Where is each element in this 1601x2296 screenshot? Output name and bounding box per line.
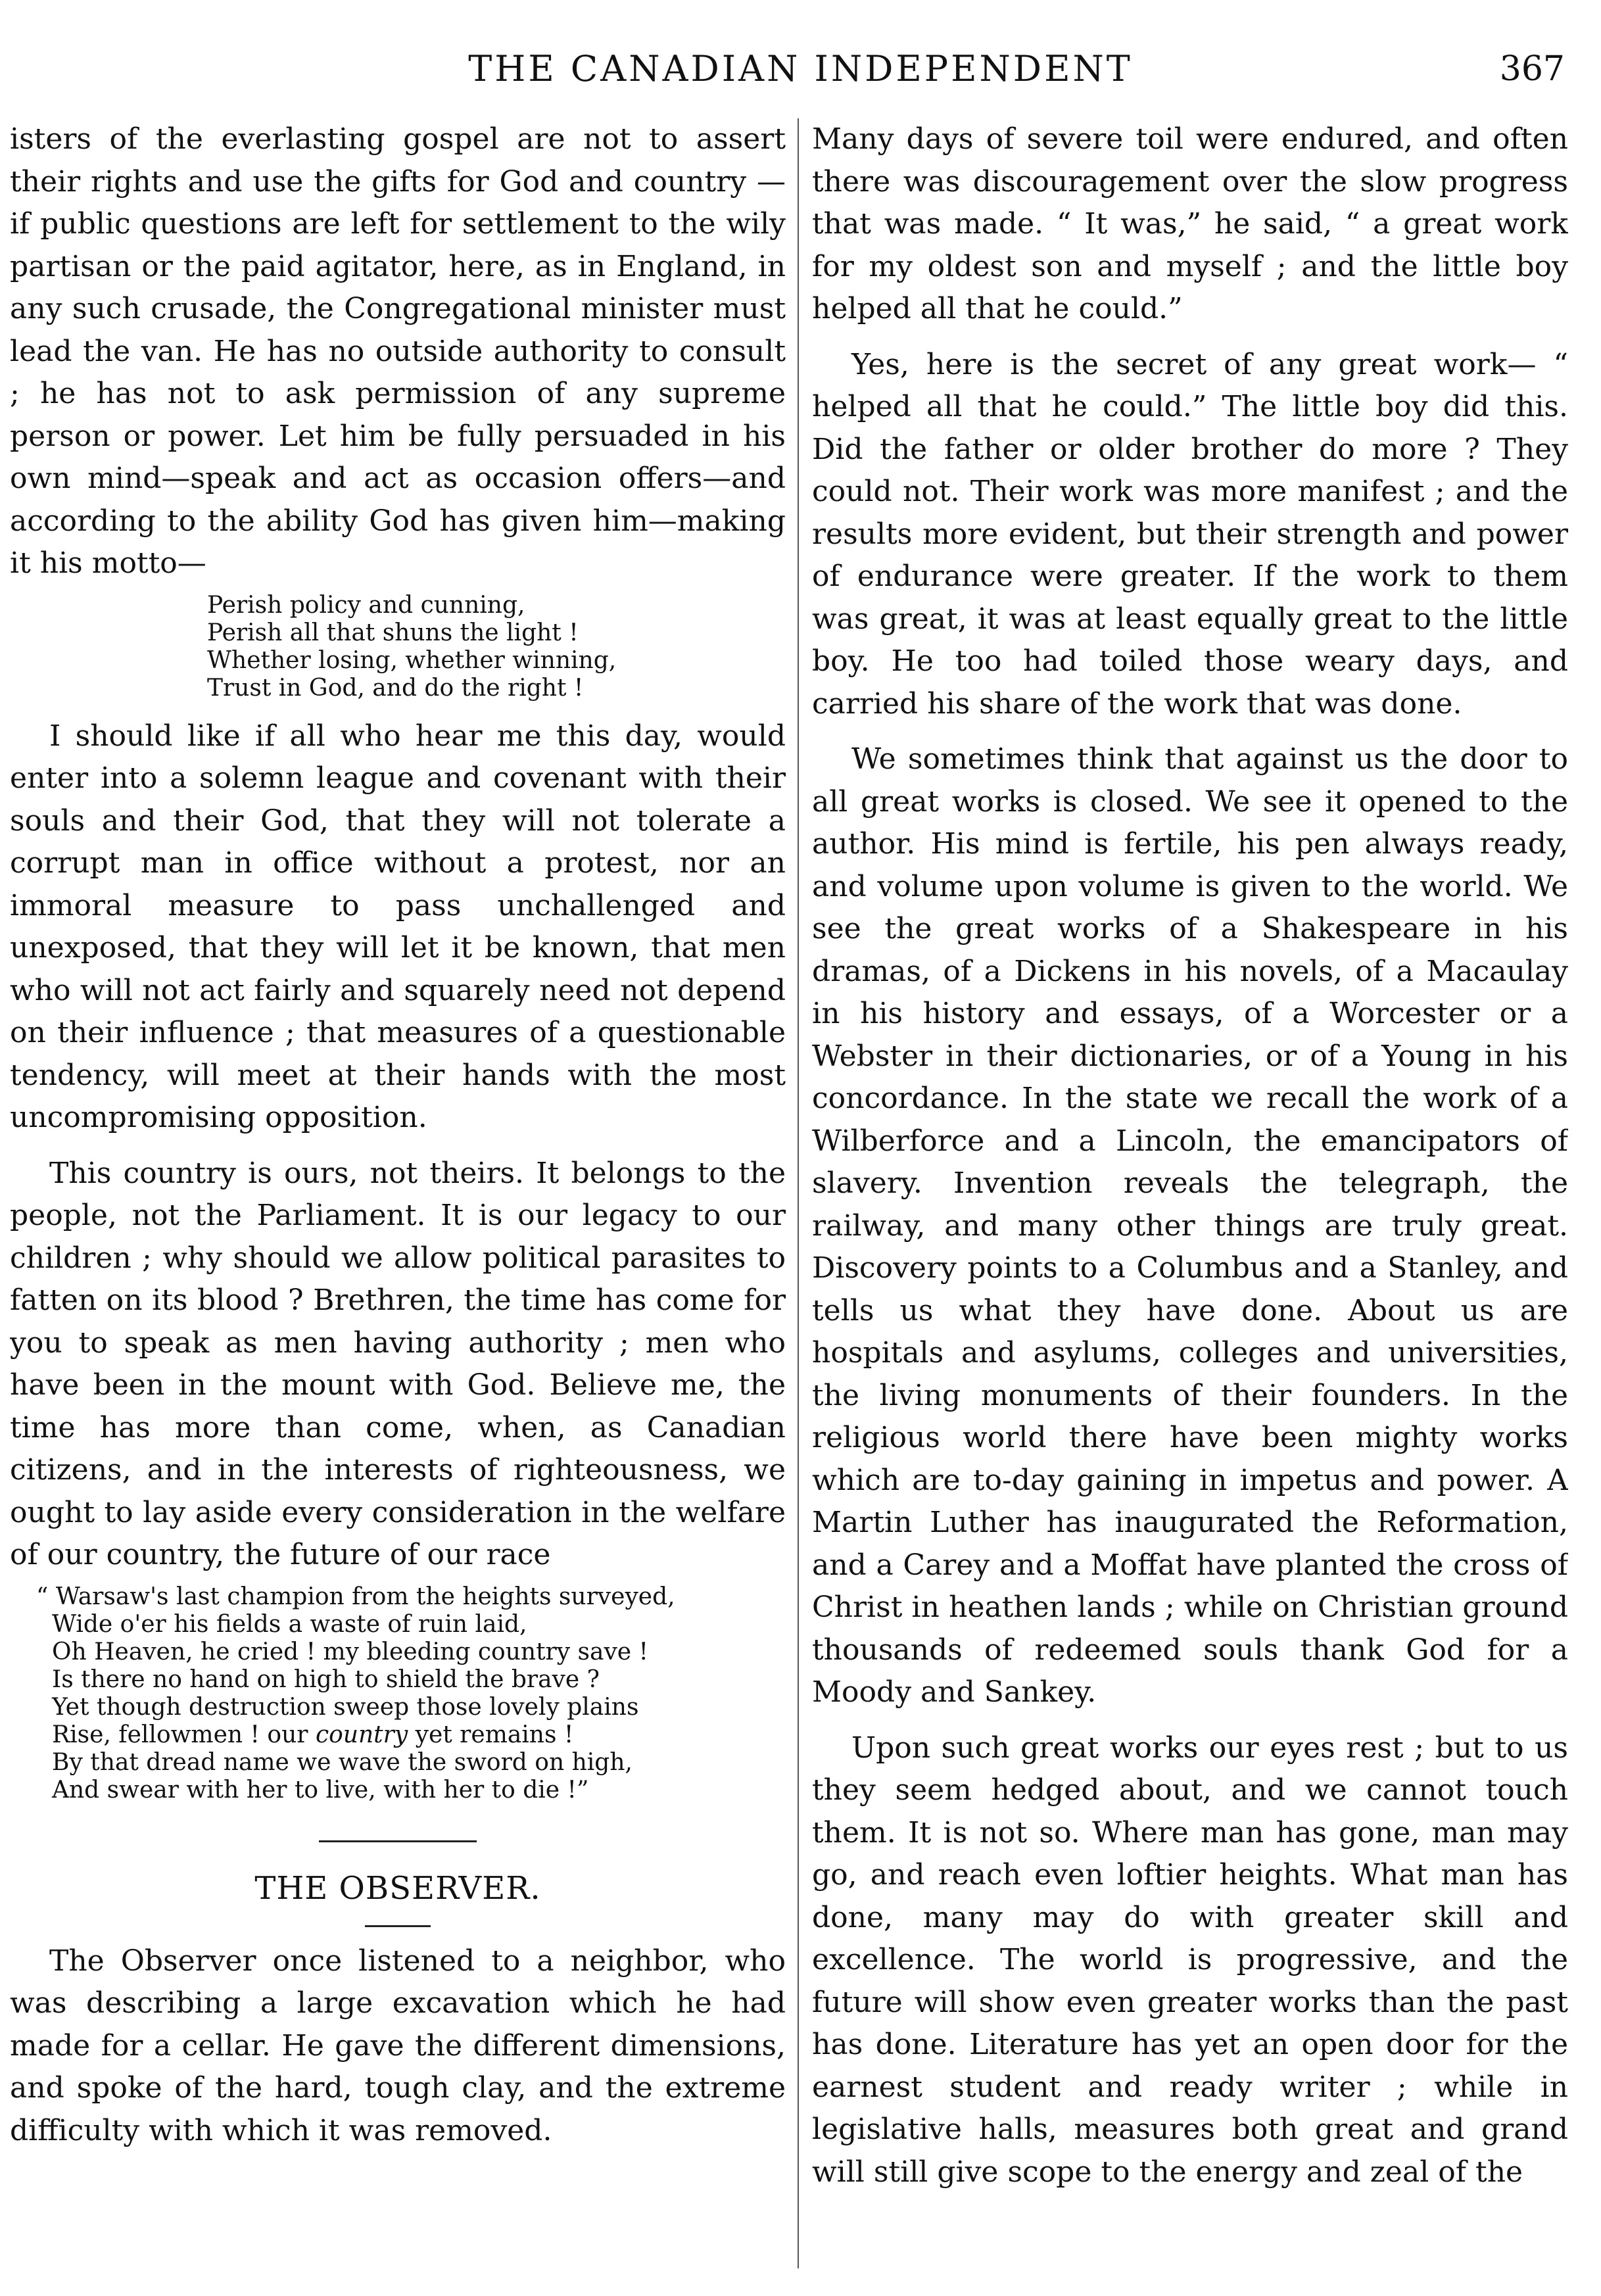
poem-line: Oh Heaven, he cried ! my bleeding country save !	[52, 1638, 649, 1665]
poem-line: By that dread name we wave the sword on high,	[52, 1748, 633, 1776]
poem-line	[36, 1721, 786, 1749]
poem-line: Yet though destruction sweep those lovely plains	[52, 1693, 639, 1721]
paragraph: I should like if all who hear me this day, would enter into a solemn league and covenant with their souls and their God, that they will not tolerate a corrupt man in office without a protest, nor an immoral measure to pass unchallenged and unexposed, that they will let it be known, that men who will not act fairly and squarely need not depend on their influence ; that measures of a questionable tendency, will meet at their hands with the most uncompromising opposition.	[10, 719, 786, 1134]
paragraph: We sometimes think that against us the door to all great works is closed. We see it opened to the author. His mind is fertile, his pen always ready, and volume upon volume is given to the world. We see the great works of a Shakespeare in his dramas, of a Dickens in his novels, of a Macaulay in his history and essays, of a Worcester or a Webster in their dictionaries, or of a Young in his concordance. In the state we recall the work of a Wilberforce and a Lincoln, the emancipators of slavery. Invention reveals the telegraph, the railway, and many other things are truly great. Discovery points to a Columbus and a Stanley, and tells us what they have done. About us are hospitals and asylums, colleges and universities, the living monuments of their founders. In the religious world there have been mighty works which are to-day gaining in impetus and power. A Martin Luther has inaugurated the Reformation, and a Carey and a Moffat have planted the cross of Christ in heathen lands ; while on Christian ground thousands of redeemed souls thank God for a Moody and Sankey.	[812, 742, 1568, 1709]
poem-line: Whether losing, whether winning,	[207, 646, 617, 674]
poem-text: yet remains !	[415, 1721, 574, 1748]
paragraph: The Observer once listened to a neighbor, who was describing a large excavation which he had made for a cellar. He gave the different dimensions, and spoke of the hard, tough clay, and the extreme difficulty with which it was removed.	[10, 1944, 786, 2147]
paragraph: Yes, here is the secret of any great work— “ helped all that he could.” The little boy did this. Did the father or older brother do more ? They could not. Their work was more manifest ; and the results more evident, but their strength and power of endurance were greater. If the work to them was great, it was at least equally great to the little boy. He too had toiled those weary days, and carried his share of the work that was done.	[812, 347, 1568, 721]
paragraph: isters of the everlasting gospel are not to assert their rights and use the gifts for God and country —if public questions are left for settlement to the wily partisan or the paid agitator, here, as in England, in any such crusade, the Congregational minister must lead the van. He has no outside authority to consult ; he has not to ask permission of any supreme person or power. Let him be fully persuaded in his own mind—speak and act as occasion offers—and according to the ability God has given him—making it his motto—	[10, 122, 786, 580]
paragraph: Upon such great works our eyes rest ; but to us they seem hedged about, and we cannot touch them. It is not so. Where man has gone, man may go, and reach even loftier heights. What man has done, many may do with greater skill and excellence. The world is progressive, and the future will show even greater works than the past has done. Literature has yet an open door for the earnest student and ready writer ; while in legislative halls, measures both great and grand will still give scope to the energy and zeal of the	[812, 1731, 1568, 2189]
poem-line: Perish all that shuns the light !	[207, 619, 579, 646]
poem-stanza	[207, 592, 786, 702]
paragraph: This country is ours, not theirs. It belongs to the people, not the Parliament. It is our legacy to our children ; why should we allow political parasites to fatten on its blood ? Brethren, the time has come for you to speak as men having authority ; men who have been in the mount with God. Believe me, the time has more than come, when, as Canadian citizens, and in the interests of righteousness, we ought to lay aside every consideration in the welfare of our country, the future of our race	[10, 1156, 786, 1571]
running-title: THE CANADIAN INDEPENDENT	[468, 48, 1133, 89]
poem-text: Rise, fellowmen ! our	[52, 1721, 308, 1748]
poem-line: Perish policy and cunning,	[207, 591, 525, 619]
section-divider	[319, 1840, 477, 1842]
running-head	[0, 46, 1601, 92]
column-divider	[798, 118, 799, 2268]
poem-stanza	[36, 1583, 786, 1804]
right-column	[812, 118, 1568, 2268]
poem-line: “ Warsaw's last champion from the heights surveyed,	[36, 1583, 675, 1610]
section-heading: THE OBSERVER.	[254, 1869, 541, 1907]
paragraph: Many days of severe toil were endured, and often there was discouragement over the slow progress that was made. “ It was,” he said, “ a great work for my oldest son and myself ; and the little boy helped all that he could.”	[812, 122, 1568, 325]
poem-line: Trust in God, and do the right !	[207, 674, 584, 702]
poem-italic-word: country	[315, 1721, 408, 1748]
poem-line: Is there no hand on high to shield the brave ?	[52, 1665, 600, 1693]
poem-line: Wide o'er his fields a waste of ruin laid,	[52, 1610, 527, 1638]
left-column	[10, 118, 786, 2268]
poem-line: And swear with her to live, with her to die !”	[52, 1776, 589, 1804]
heading-underline	[365, 1925, 431, 1927]
page-number: 367	[1499, 49, 1565, 89]
